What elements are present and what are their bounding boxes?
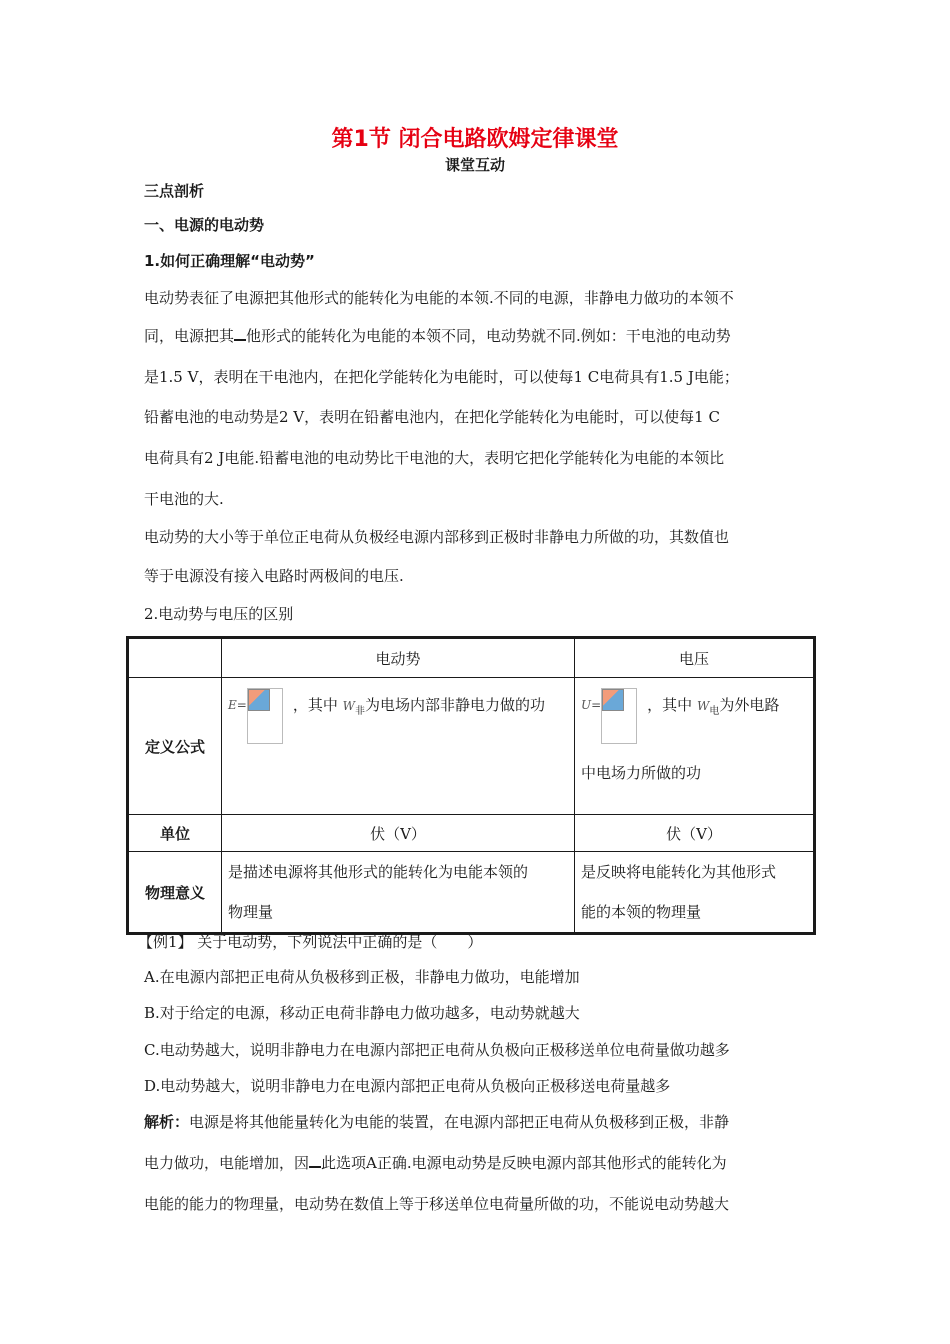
table-corner — [128, 638, 222, 678]
row-label-meaning: 物理意义 — [128, 852, 222, 934]
heading-emf: 一、电源的电动势 — [144, 216, 265, 234]
row-label-unit: 单位 — [128, 815, 222, 852]
voltage-symbol: U= — [581, 698, 602, 712]
emf-meaning: 是描述电源将其他形式的能转化为电能本领的 物理量 — [222, 852, 575, 934]
option-c: C.电动势越大，说明非静电力在电源内部把正电荷从负极向正极移送单位电荷量做功越多 — [144, 1041, 730, 1059]
emf-formula-cell: E= ，其中 $W_非$为电场内部非静电力做的功 — [222, 678, 575, 815]
voltage-unit: 伏（V） — [575, 815, 815, 852]
para1-line6: 干电池的大. — [144, 490, 224, 508]
analysis-line3: 电能的能力的物理量，电动势在数值上等于移送单位电荷量所做的功，不能说电动势越大 — [144, 1195, 730, 1213]
heading-understand-emf: 1.如何正确理解“电动势” — [144, 252, 315, 270]
analysis-line2: 电力做功，电能增加，因 此选项A正确.电源电动势是反映电源内部其他形式的能转化为 — [144, 1154, 727, 1172]
col-header-emf: 电动势 — [222, 638, 575, 678]
page-title: 第1节 闭合电路欧姆定律课堂 — [331, 127, 619, 152]
emf-symbol: E= — [228, 698, 247, 712]
col-header-voltage: 电压 — [575, 638, 815, 678]
comparison-table — [126, 636, 816, 935]
para1-line4: 铅蓄电池的电动势是2 V，表明在铅蓄电池内，在把化学能转化为电能时，可以使每1 C — [144, 408, 720, 426]
voltage-meaning: 是反映将电能转化为其他形式 能的本领的物理量 — [575, 852, 815, 934]
para2-line1: 电动势的大小等于单位正电荷从负极经电源内部移到正极时非静电力所做的功，其数值也 — [144, 528, 730, 546]
voltage-formula-image — [601, 688, 637, 744]
emf-unit: 伏（V） — [222, 815, 575, 852]
example-stem: 【例1】 关于电动势，下列说法中正确的是（ ） — [138, 933, 483, 951]
emf-formula-image — [247, 688, 283, 744]
para1-line3: 是1.5 V，表明在干电池内，在把化学能转化为电能时，可以使每1 C电荷具有1.5 J电能； — [144, 368, 739, 386]
para1-line1: 电动势表征了电源把其他形式的能转化为电能的本领.不同的电源，非静电力做功的本领不 — [144, 289, 734, 307]
row-label-formula: 定义公式 — [128, 678, 222, 815]
voltage-formula-cell: U= ，其中 $W_电$为外电路 中电场力所做的功 — [575, 678, 815, 815]
para1-line5: 电荷具有2 J电能.铅蓄电池的电动势比干电池的大，表明它把化学能转化为电能的本领比 — [144, 449, 725, 467]
para2-line2: 等于电源没有接入电路时两极间的电压. — [144, 567, 404, 585]
page-subtitle: 课堂互动 — [444, 156, 505, 174]
voltage-formula-cont: 中电场力所做的功 — [581, 764, 702, 782]
section-label: 三点剖析 — [144, 182, 205, 200]
option-b: B.对于给定的电源，移动正电荷非静电力做功越多，电动势就越大 — [144, 1004, 580, 1022]
option-a: A.在电源内部把正电荷从负极移到正极，非静电力做功，电能增加 — [144, 968, 580, 986]
para1-line2: 同，电源把其 他形式的能转化为电能的本领不同，电动势就不同.例如：干电池的电动势 — [144, 327, 731, 345]
analysis-line1: 解析：电源是将其他能量转化为电能的装置，在电源内部把正电荷从负极移到正极，非静 — [144, 1113, 730, 1131]
heading-difference: 2.电动势与电压的区别 — [144, 605, 294, 623]
option-d: D.电动势越大，说明非静电力在电源内部把正电荷从负极向正极移送电荷量越多 — [144, 1077, 671, 1095]
